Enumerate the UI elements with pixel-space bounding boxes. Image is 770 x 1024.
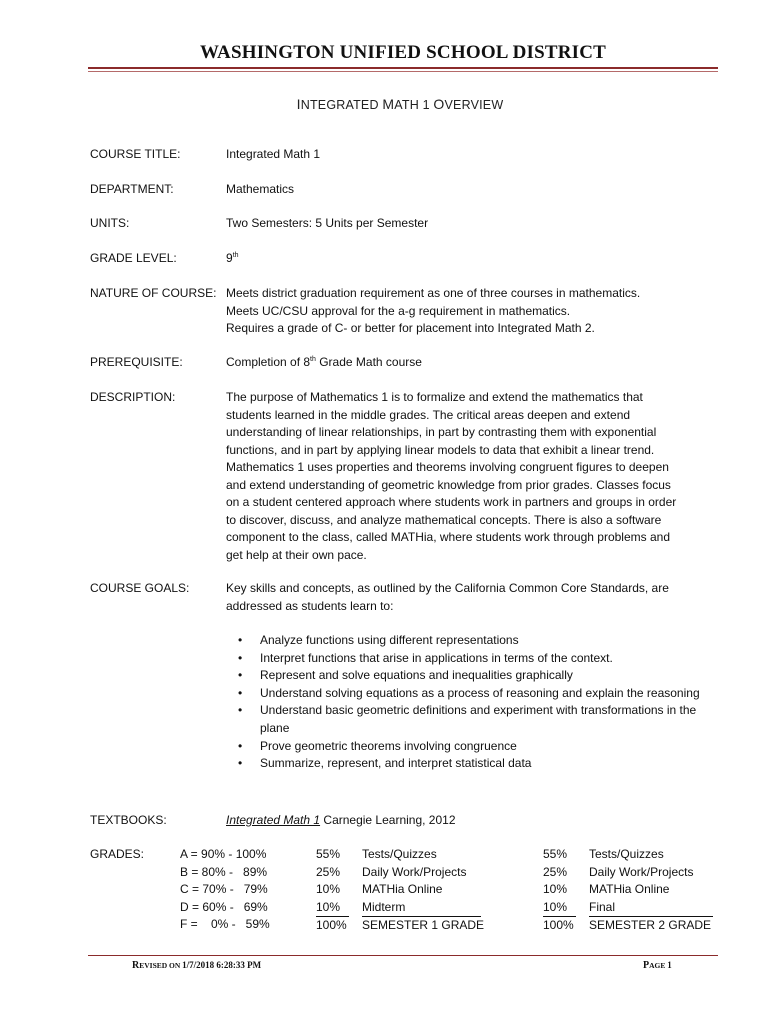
bullet-icon: • xyxy=(238,633,243,647)
percent-cell: 25% xyxy=(543,864,568,879)
description-line: The purpose of Mathematics 1 is to formalize and extend the mathematics that xyxy=(226,390,643,404)
bullet-icon: • xyxy=(238,685,243,700)
list-item: • Represent and solve equations and inequalities graphically xyxy=(226,667,716,685)
district-heading: WASHINGTON UNIFIED SCHOOL DISTRICT xyxy=(199,42,607,63)
course-title-value: Integrated Math 1 xyxy=(226,147,321,161)
grade-scale-row: C = 70% - 79% xyxy=(180,882,268,896)
list-item: • Analyze functions using different representations xyxy=(226,632,716,650)
grade-scale-row: D = 60% - 69% xyxy=(180,899,268,914)
revised-date: REVISED ON 1/7/2018 6:28:33 PM xyxy=(132,960,262,971)
textbooks-label: TEXTBOOKS: xyxy=(90,813,167,827)
percent-cell: 55% xyxy=(543,847,568,861)
item-cell: Daily Work/Projects xyxy=(362,864,467,879)
bullet-icon: • xyxy=(238,668,243,683)
semester2-item-column xyxy=(589,846,713,935)
header-rule-thin xyxy=(88,71,718,72)
nature-line: Requires a grade of C- or better for placement into Integrated Math 2. xyxy=(226,321,595,335)
item-cell: Final xyxy=(589,899,713,918)
description-line: understanding of linear relationships, in part by contrasting them with exponential xyxy=(226,425,657,439)
grade-scale-row: B = 80% - 89% xyxy=(180,864,268,879)
course-title-label: COURSE TITLE: xyxy=(90,147,181,161)
document-subtitle: INTEGRATED MATH 1 OVERVIEW xyxy=(296,96,504,112)
goals-intro xyxy=(226,580,714,615)
description-line: functions, and in part by applying linear models to data that exhibit a linear trend. xyxy=(226,442,655,457)
item-cell: Daily Work/Projects xyxy=(589,864,694,879)
goals-intro-line: addressed as students learn to: xyxy=(226,598,394,613)
grade-scale-row: A = 90% - 100% xyxy=(180,847,267,861)
goals-list xyxy=(226,632,716,773)
grade-level-label: GRADE LEVEL: xyxy=(90,251,177,265)
semester1-percent-column xyxy=(316,846,349,935)
bullet-icon: • xyxy=(238,756,243,771)
percent-cell: 10% xyxy=(543,899,576,918)
grade-scale xyxy=(180,846,270,934)
textbook-title: Integrated Math 1 xyxy=(226,813,321,827)
bullet-icon: • xyxy=(238,738,243,753)
item-cell: Tests/Quizzes xyxy=(589,847,664,861)
item-cell: MATHia Online xyxy=(589,882,670,896)
list-item: • Summarize, represent, and interpret statistical data xyxy=(226,755,716,773)
item-cell: SEMESTER 1 GRADE xyxy=(362,918,485,932)
item-cell: SEMESTER 2 GRADE xyxy=(589,918,712,932)
percent-cell: 10% xyxy=(316,899,349,918)
list-item: • Understand solving equations as a process of reasoning and explain the reasoning xyxy=(226,685,716,703)
list-item: • Prove geometric theorems involving congruence xyxy=(226,738,716,756)
description-label: DESCRIPTION: xyxy=(90,390,176,404)
bullet-icon: • xyxy=(238,703,243,718)
nature-label: NATURE OF COURSE: xyxy=(90,286,217,300)
units-label: UNITS: xyxy=(90,216,130,230)
list-item: • Understand basic geometric definitions and experiment with transformations in the plane xyxy=(238,703,697,735)
description-line: to discover, discuss, and analyze mathematical concepts. There is also a software xyxy=(226,512,662,527)
page-number: PAGE 1 xyxy=(643,960,672,971)
item-cell: Midterm xyxy=(362,899,484,918)
description-value xyxy=(226,389,714,564)
goals-intro-line: Key skills and concepts, as outlined by the California Common Core Standards, are xyxy=(226,581,669,595)
percent-cell: 55% xyxy=(316,847,341,861)
nature-line: Meets district graduation requirement as one of three courses in mathematics. xyxy=(226,286,641,300)
footer-rule xyxy=(88,955,718,956)
department-label: DEPARTMENT: xyxy=(90,182,174,196)
grade-level-value: 9th xyxy=(226,251,239,265)
item-cell: Tests/Quizzes xyxy=(362,847,437,861)
department-value: Mathematics xyxy=(226,182,295,196)
goals-label: COURSE GOALS: xyxy=(90,581,190,595)
percent-cell: 25% xyxy=(316,864,341,879)
prerequisite-label: PREREQUISITE: xyxy=(90,355,183,369)
semester2-percent-column xyxy=(543,846,576,935)
textbooks-value: Integrated Math 1 Carnegie Learning, 2012 xyxy=(226,813,456,827)
prerequisite-value: Completion of 8th Grade Math course xyxy=(226,355,422,369)
units-value: Two Semesters: 5 Units per Semester xyxy=(226,216,429,230)
percent-cell: 10% xyxy=(316,882,341,896)
percent-cell: 100% xyxy=(316,918,347,932)
bullet-icon: • xyxy=(238,650,243,665)
semester1-item-column xyxy=(362,846,484,935)
description-line: get help at their own pace. xyxy=(226,547,367,562)
description-line: Mathematics 1 uses properties and theorems involving congruent figures to deepen xyxy=(226,460,669,474)
description-line: students learned in the middle grades. The critical areas deepen and extend xyxy=(226,407,631,422)
list-item: • Interpret functions that arise in applications in terms of the context. xyxy=(226,650,716,668)
percent-cell: 10% xyxy=(543,882,568,896)
description-line: component to the class, called MATHia, where students work through problems and xyxy=(226,530,670,544)
grades-label: GRADES: xyxy=(90,847,145,861)
item-cell: MATHia Online xyxy=(362,882,443,896)
nature-value xyxy=(226,285,714,338)
grade-scale-row: F = 0% - 59% xyxy=(180,917,270,931)
percent-cell: 100% xyxy=(543,918,574,932)
nature-line: Meets UC/CSU approval for the a-g requirement in mathematics. xyxy=(226,303,571,318)
description-line: and extend understanding of geometric knowledge from prior grades. Classes focus xyxy=(226,477,671,492)
header-rule xyxy=(88,67,718,69)
description-line: on a student centered approach where students work in partners and groups in order xyxy=(226,495,677,509)
